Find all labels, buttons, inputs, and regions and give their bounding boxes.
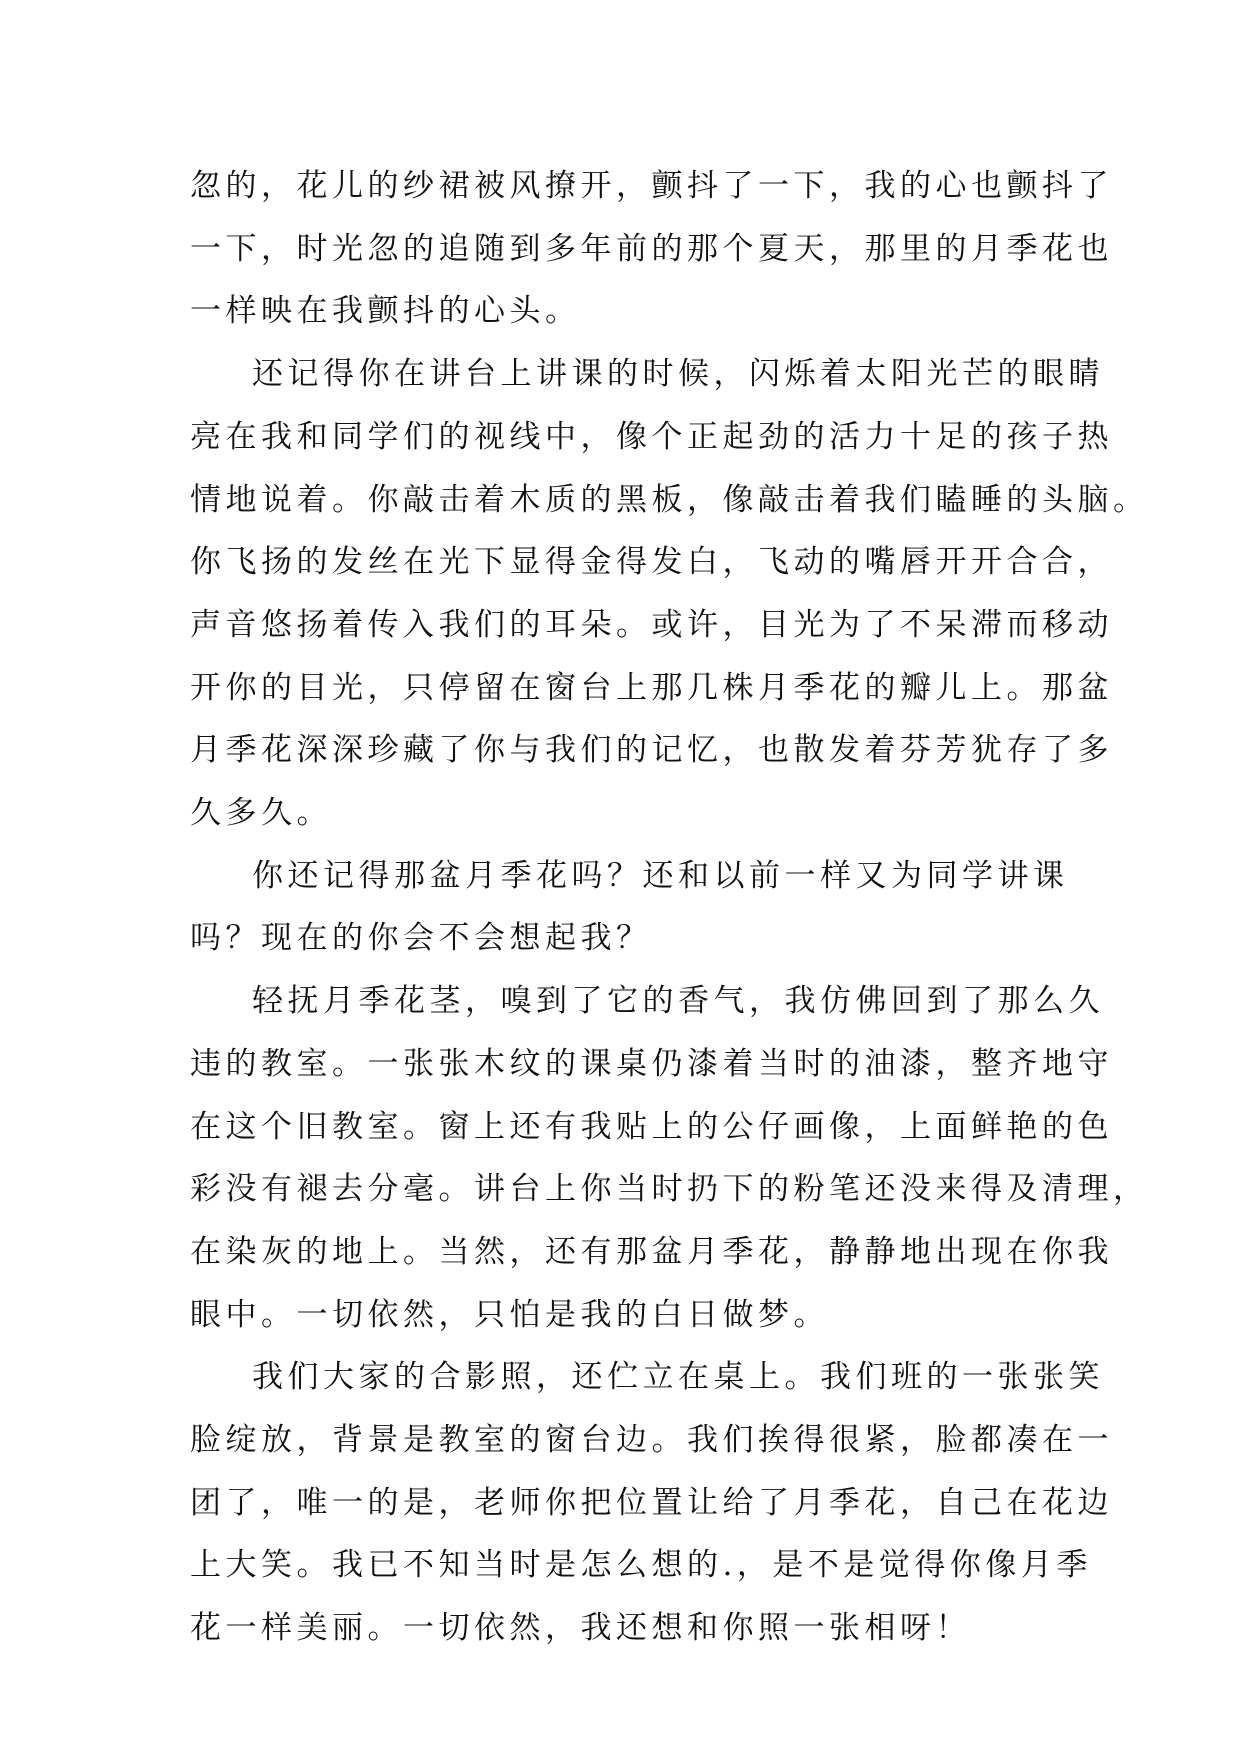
text-line: 你飞扬的发丝在光下显得金得发白，飞动的嘴唇开开合合，: [190, 544, 1113, 581]
text-line: 情地说着。你敲击着木质的黑板，像敲击着我们瞌睡的头脑。: [190, 481, 1149, 518]
text-line: 上大笑。我已不知当时是怎么想的.，是不是觉得你像月季: [190, 1547, 1092, 1584]
paragraph-5: [190, 1346, 1113, 1660]
text-line: 彩没有褪去分毫。讲台上你当时扔下的粉笔还没来得及清理，: [190, 1171, 1149, 1208]
text-line: 眼中。一切依然，只怕是我的白日做梦。: [190, 1296, 829, 1333]
text-line: 违的教室。一张张木纹的课桌仍漆着当时的油漆，整齐地守: [190, 1045, 1113, 1082]
paragraph-2: [190, 343, 1149, 845]
text-line: 亮在我和同学们的视线中，像个正起劲的活力十足的孩子热: [190, 418, 1113, 455]
text-line: 久多久。: [190, 795, 332, 832]
text-line: 一样映在我颤抖的心头。: [190, 293, 581, 330]
text-line: 花一样美丽。一切依然，我还想和你照一张相呀！: [190, 1610, 971, 1647]
body-text: [190, 155, 1149, 1660]
text-line: 月季花深深珍藏了你与我们的记忆，也散发着芬芳犹存了多: [190, 732, 1113, 769]
text-line: 还记得你在讲台上讲课的时候，闪烁着太阳光芒的眼睛: [252, 356, 1104, 393]
text-line: 忽的，花儿的纱裙被风撩开，颤抖了一下，我的心也颤抖了: [190, 168, 1113, 204]
text-line: 轻抚月季花茎，嗅到了它的香气，我仿佛回到了那么久: [252, 983, 1104, 1020]
paragraph-3: [190, 845, 1069, 970]
text-line: 我们大家的合影照，还伫立在桌上。我们班的一张张笑: [252, 1359, 1104, 1396]
paragraph-4: [190, 970, 1149, 1346]
text-line: 声音悠扬着传入我们的耳朵。或许，目光为了不呆滞而移动: [190, 606, 1113, 643]
text-line: 你还记得那盆月季花吗？还和以前一样又为同学讲课: [252, 857, 1069, 894]
paragraph-1: [190, 155, 1113, 343]
text-line: 一下，时光忽的追随到多年前的那个夏天，那里的月季花也: [190, 230, 1113, 267]
text-line: 团了，唯一的是，老师你把位置让给了月季花，自己在花边: [190, 1484, 1113, 1521]
text-line: 在这个旧教室。窗上还有我贴上的公仔画像，上面鲜艳的色: [190, 1108, 1113, 1145]
text-line: 吗？现在的你会不会想起我？: [190, 920, 652, 957]
text-line: 开你的目光，只停留在窗台上那几株月季花的瓣儿上。那盆: [190, 669, 1113, 706]
text-line: 脸绽放，背景是教室的窗台边。我们挨得很紧，脸都凑在一: [190, 1422, 1113, 1459]
text-line: 在染灰的地上。当然，还有那盆月季花，静静地出现在你我: [190, 1233, 1113, 1270]
